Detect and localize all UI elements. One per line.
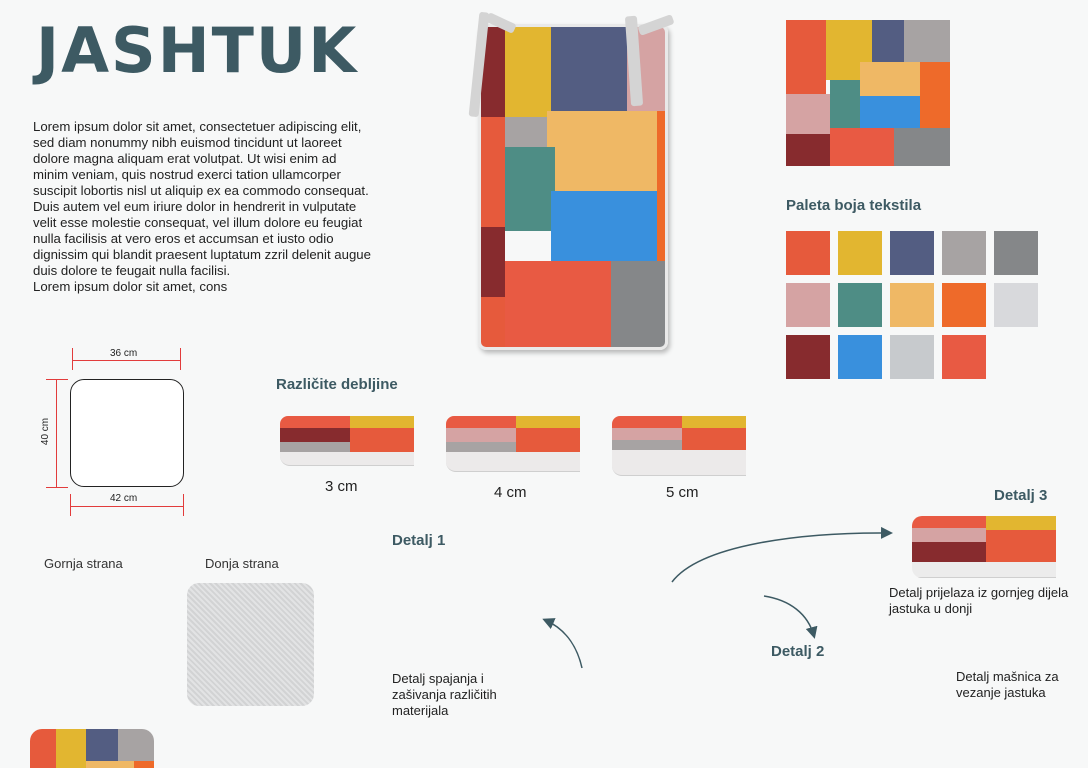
thickness-title: Različite debljine: [276, 376, 398, 393]
description-paragraph: Lorem ipsum dolor sit amet, consectetuer adipiscing elit, sed diam nonummy nibh euismod tincidunt ut laoreet dolore magna aliquam erat volutpat. Ut wisi enim ad minim veniam, quis nostrud exerci tation ullamcorper suscipit lobortis nisl ut aliquip ex ea commodo consequat. Duis autem vel eum iriure dolor in hendrerit in vulputate velit esse molestie consequat, vel illum dolore eu feugiat nulla facilisis at vero eros et accumsan et iusto odio dignissim qui blandit praesent luptatum zzril delenit augue duis dolore te feugait nulla facilisi.: [33, 119, 371, 278]
thickness-label-3cm: 3 cm: [325, 478, 358, 495]
detail-1-text: Detalj spajanja i zašivanja različitih materijala: [392, 671, 497, 718]
dim-label-side: 40 cm: [40, 417, 52, 446]
detail-1-title: Detalj 1: [392, 532, 446, 549]
thickness-label-5cm: 5 cm: [666, 484, 699, 501]
thickness-label-4cm: 4 cm: [494, 484, 527, 501]
dim-label-top: 36 cm: [110, 348, 138, 359]
top-side-label: Gornja strana: [44, 556, 123, 571]
detail-2-title: Detalj 2: [771, 643, 825, 660]
arrow-to-detail-2: [764, 596, 814, 636]
dim-label-bottom: 42 cm: [110, 493, 138, 504]
page-title: JASHTUK: [36, 14, 359, 87]
detail-3-text: Detalj prijelaza iz gornjeg dijela jastuka u donji: [889, 585, 1069, 616]
arrow-to-detail-3: [672, 533, 890, 582]
arrow-to-detail-1: [545, 620, 582, 668]
detail-3-title: Detalj 3: [994, 487, 1048, 504]
palette-title: Paleta boja tekstila: [786, 197, 922, 214]
description-paragraph-2: Lorem ipsum dolor sit amet, cons: [33, 279, 228, 294]
bottom-side-label: Donja strana: [205, 556, 279, 571]
detail-2-text: Detalj mašnica za vezanje jastuka: [956, 669, 1059, 700]
